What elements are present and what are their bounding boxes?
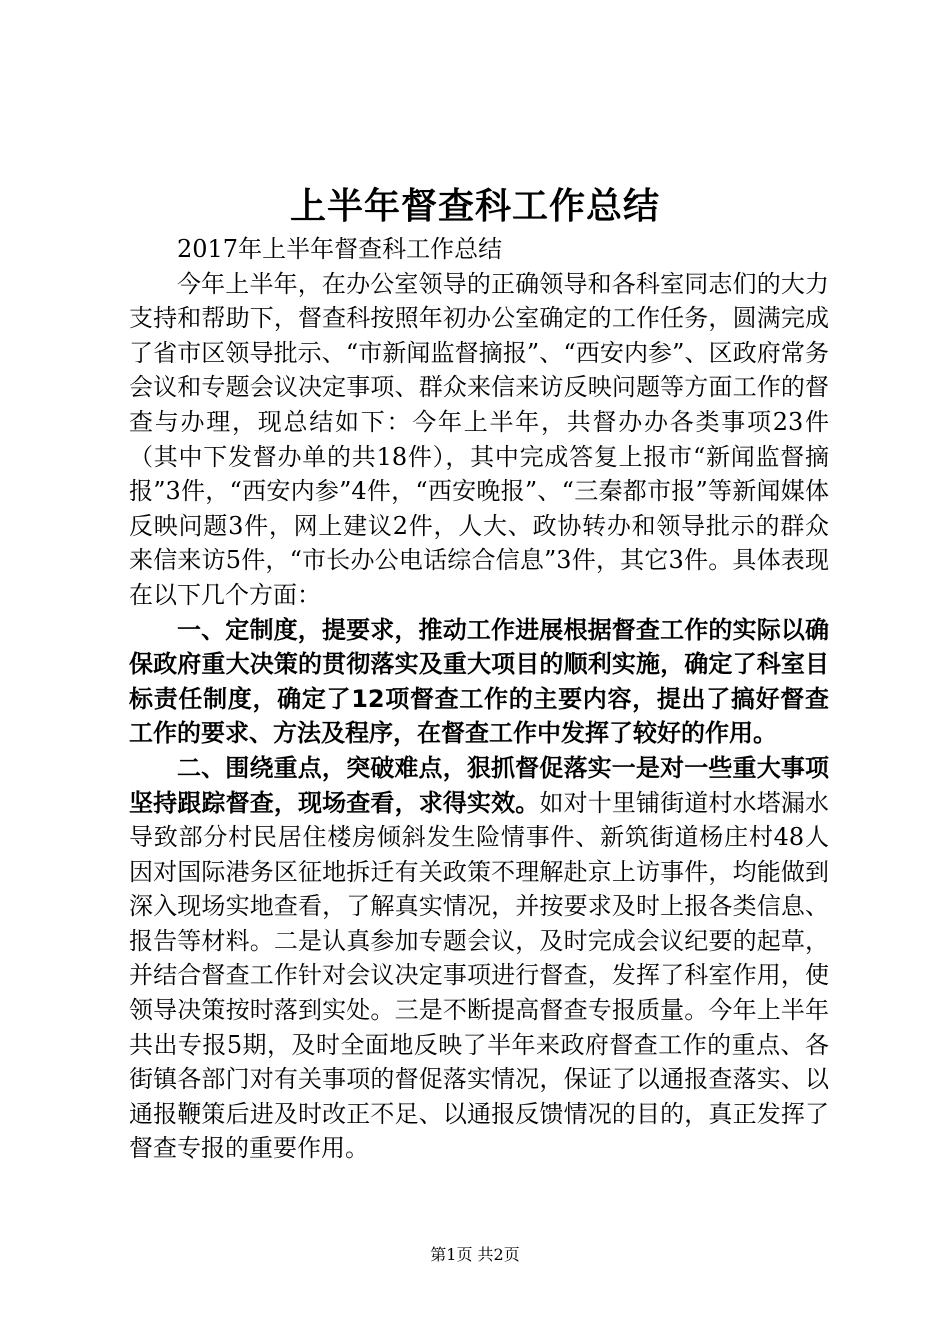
section-two-body: 如对十里铺街道村水塔漏水导致部分村民居住楼房倾斜发生险情事件、新筑街道杨庄村48人因对国际港务区征地拆迁有关政策不理解赴京上访事件，均能做到深入现场实地查看，了解真实情况，并按要求及时上报各类信息、报告等材料。二是认真参加专题会议，及时完成会议纪要的起草，并结合督查工作针对会议决定事项进行督查，发挥了科室作用，使领导决策按时落到实处。三是不断提高督查专报质量。今年上半年共出专报5期，及时全面地反映了半年来政府督查工作的重点、各街镇各部门对有关事项的督促落实情况，保证了以通报查落实、以通报鞭策后进及时改正不足、以通报反馈情况的目的，真正发挥了督查专报的重要作用。 (129, 788, 830, 1163)
document-body (129, 232, 829, 1166)
document-title: 上半年督查科工作总结 (289, 185, 660, 227)
section-two-lead: 二、围绕重点，突破难点，狠抓督促落实一是对一些重大事项坚持跟踪督查，现场查看，求得实效。 (129, 753, 829, 817)
document-subtitle: 2017年上半年督查科工作总结 (177, 235, 503, 263)
section-two-paragraph (129, 751, 829, 1166)
page-footer: 第1页 共2页 (430, 1245, 520, 1264)
intro-paragraph: 今年上半年，在办公室领导的正确领导和各科室同志们的大力支持和帮助下，督查科按照年初办公室确定的工作任务，圆满完成了省市区领导批示、“市新闻监督摘报”、“西安内参”、区政府常务会议和专题会议决定事项、群众来信来访反映问题等方面工作的督查与办理，现总结如下：今年上半年，共督办办各类事项23件（其中下发督办单的共18件），其中完成答复上报市“新闻监督摘报”3件，“西安内参”4件，“西安晚报”、“三秦都市报”等新闻媒体反映问题3件，网上建议2件，人大、政协转办和领导批示的群众来信来访5件，“市长办公电话综合信息”3件，其它3件。具体表现在以下几个方面： (129, 269, 829, 609)
section-one-paragraph: 一、定制度，提要求，推动工作进展根据督查工作的实际以确保政府重大决策的贯彻落实及重大项目的顺利实施，确定了科室目标责任制度，确定了12项督查工作的主要内容，提出了搞好督查工作的要求、方法及程序，在督查工作中发挥了较好的作用。 (129, 615, 829, 748)
